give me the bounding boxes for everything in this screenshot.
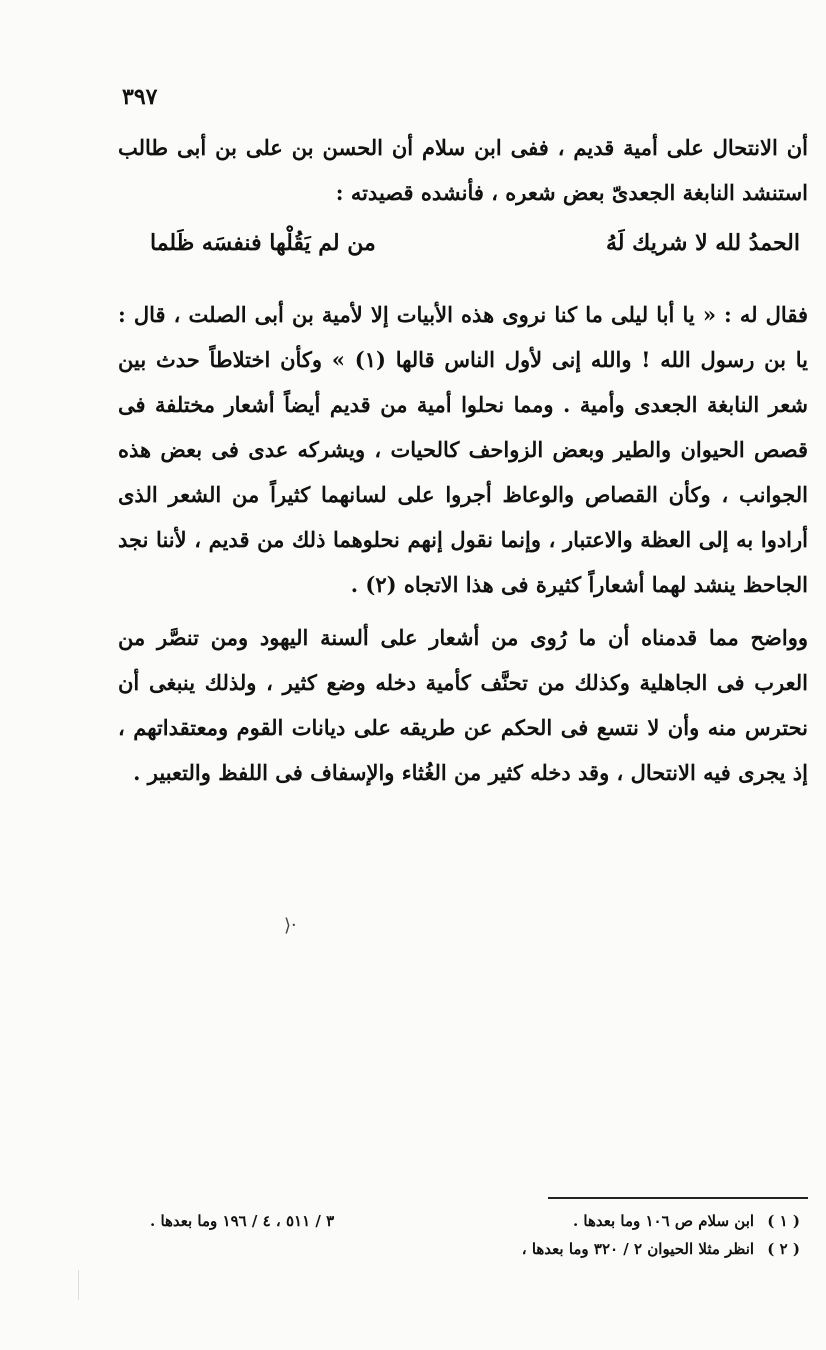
verse-first-hemistich: الحمدُ لله لا شريك لَهُ	[606, 230, 800, 256]
poem-verse	[150, 230, 800, 256]
footnote-text: ابن سلام ص ١٠٦ وما بعدها .	[572, 1212, 755, 1230]
paragraph-1: أن الانتحال على أمية قديم ، ففى ابن سلام أن الحسن بن على بن أبى طالب استنشد النابغة الجعدىّ بعض شعره ، فأنشده قصيدته :	[118, 135, 808, 205]
footnote-number: ( ٢ )	[767, 1240, 800, 1258]
paragraph-2: فقال له : « يا أبا ليلى ما كنا نروى هذه الأبيات إلا لأمية بن أبى الصلت ، قال : يا بن رسول الله ! والله إنى لأول الناس قالها (١) » وكأن اختلاطاً حدث بين شعر النابغة الجعدى وأمية . ومما نحلوا أمية من قديم أيضاً أشعار مختلفة فى قصص الحيوان والطير وبعض الزواحف كالحيات ، ويشركه عدى فى بعض هذه الجوانب ، وكأن القصاص والوعاظ أجروا على لسانهما كثيراً من الشعر الذى أرادوا به إلى العظة والاعتبار ، وإنما نقول إنهم نحلوهما ذلك من قديم ، لأننا نجد الجاحظ ينشد لهما أشعاراً كثيرة فى هذا الاتجاه (٢) .	[118, 302, 808, 597]
paragraph-3: وواضح مما قدمناه أن ما رُوى من أشعار على ألسنة اليهود ومن تنصَّر من العرب فى الجاهلية وكذلك من تحنَّف كأمية دخله وضع كثير ، ولذلك ينبغى أن نحترس منه وأن لا نتسع فى الحكم عن طريقه على ديانات القوم ومعتقداتهم ، إذ يجرى فيه الانتحال ، وقد دخله كثير من الغُثاء والإسفاف فى اللفظ والتعبير .	[118, 625, 808, 785]
footnote-number: ( ١ )	[767, 1212, 800, 1230]
page-number: ٣٩٧	[122, 84, 158, 110]
footnote-continuation: ٣ / ٥١١ ، ٤ / ١٩٦ وما بعدها .	[150, 1212, 335, 1230]
verse-second-hemistich: من لم يَقُلْها فنفسَه ظَلما	[150, 230, 376, 256]
footnotes	[150, 1207, 800, 1263]
scan-artifact-line	[78, 1270, 79, 1300]
footnote-divider	[548, 1197, 808, 1199]
scan-artifact: ⟩·	[284, 915, 297, 936]
footnote-text: انظر مثلا الحيوان ٢ / ٣٢٠ وما بعدها ،	[521, 1240, 755, 1258]
